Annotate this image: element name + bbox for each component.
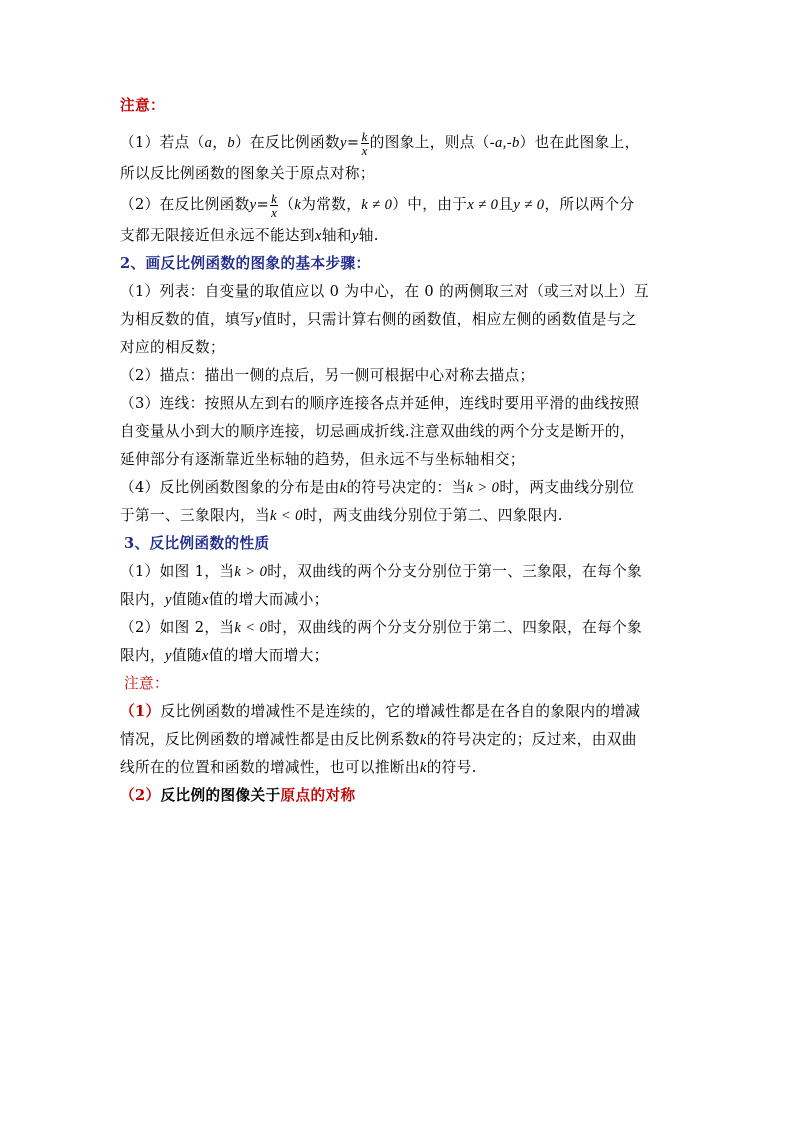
note-2-line-1: （2）在反比例函数y= $\frac{k}{x}$ （k为常数，k ≠ 0）中，由于x ≠ 0且y ≠ 0，所以两个分 bbox=[120, 190, 635, 220]
property-2-line-2: 限内，y值随x值的增大而增大； bbox=[120, 647, 329, 664]
step-4-line-2: 于第一、三象限内，当k < 0时，两支曲线分别位于第二、四象限内. bbox=[120, 507, 563, 524]
step-3-line-3: 延伸部分有逐渐靠近坐标轴的趋势，但永远不与坐标轴相交； bbox=[120, 451, 525, 468]
step-1-line-3: 对应的相反数； bbox=[120, 339, 225, 356]
step-1-line-2: 为相反数的值，填写y值时，只需计算右侧的函数值，相应左侧的函数值是与之 bbox=[120, 311, 637, 328]
caution-2-line: （2）反比例的图像关于原点的对称 bbox=[120, 787, 356, 804]
note-heading: 注意： bbox=[120, 97, 165, 114]
fraction-k-over-x: $\frac{k}{x}$ bbox=[271, 190, 278, 220]
caution-1-line-2: 情况，反比例函数的增减性都是由反比例系数k的符号决定的；反过来，由双曲 bbox=[120, 731, 637, 748]
step-4-line-1: （4）反比例函数图象的分布是由k的符号决定的：当k > 0时，两支曲线分别位 bbox=[120, 479, 635, 496]
property-1-line-2: 限内，y值随x值的增大而减小； bbox=[120, 591, 329, 608]
step-3-line-2: 自变量从小到大的顺序连接，切忌画成折线.注意双曲线的两个分支是断开的， bbox=[120, 423, 635, 440]
property-2-line-1: （2）如图 2，当k < 0时，双曲线的两个分支分别位于第二、四象限，在每个象 bbox=[120, 619, 643, 636]
section-3-heading: 3、反比例函数的性质 bbox=[124, 535, 270, 552]
property-1-line-1: （1）如图 1，当k > 0时，双曲线的两个分支分别位于第一、三象限，在每个象 bbox=[120, 563, 643, 580]
note-1-line-1: （1）若点（a，b）在反比例函数y= $\frac{k}{x}$ 的图象上，则点（-a,-b）也在此图象上， bbox=[120, 128, 640, 158]
caution-1-line-1: （1）反比例函数的增减性不是连续的，它的增减性都是在各自的象限内的增减 bbox=[120, 703, 641, 720]
fraction-k-over-x: $\frac{k}{x}$ bbox=[361, 128, 368, 158]
step-2-line: （2）描点：描出一侧的点后，另一侧可根据中心对称去描点； bbox=[120, 367, 535, 384]
caution-1-line-3: 线所在的位置和函数的增减性，也可以推断出k的符号. bbox=[120, 759, 477, 776]
step-1-line-1: （1）列表：自变量的取值应以 0 为中心，在 0 的两侧取三对（或三对以上）互 bbox=[120, 283, 650, 300]
note-2-heading: 注意： bbox=[124, 675, 169, 692]
document-body bbox=[120, 92, 680, 810]
section-2-heading: 2、画反比例函数的图象的基本步骤： bbox=[120, 255, 371, 272]
step-3-line-1: （3）连线：按照从左到右的顺序连接各点并延伸，连线时要用平滑的曲线按照 bbox=[120, 395, 640, 412]
note-2-line-2: 支都无限接近但永远不能达到x轴和y轴. bbox=[120, 227, 379, 244]
note-1-line-2: 所以反比例函数的图象关于原点对称； bbox=[120, 165, 375, 182]
